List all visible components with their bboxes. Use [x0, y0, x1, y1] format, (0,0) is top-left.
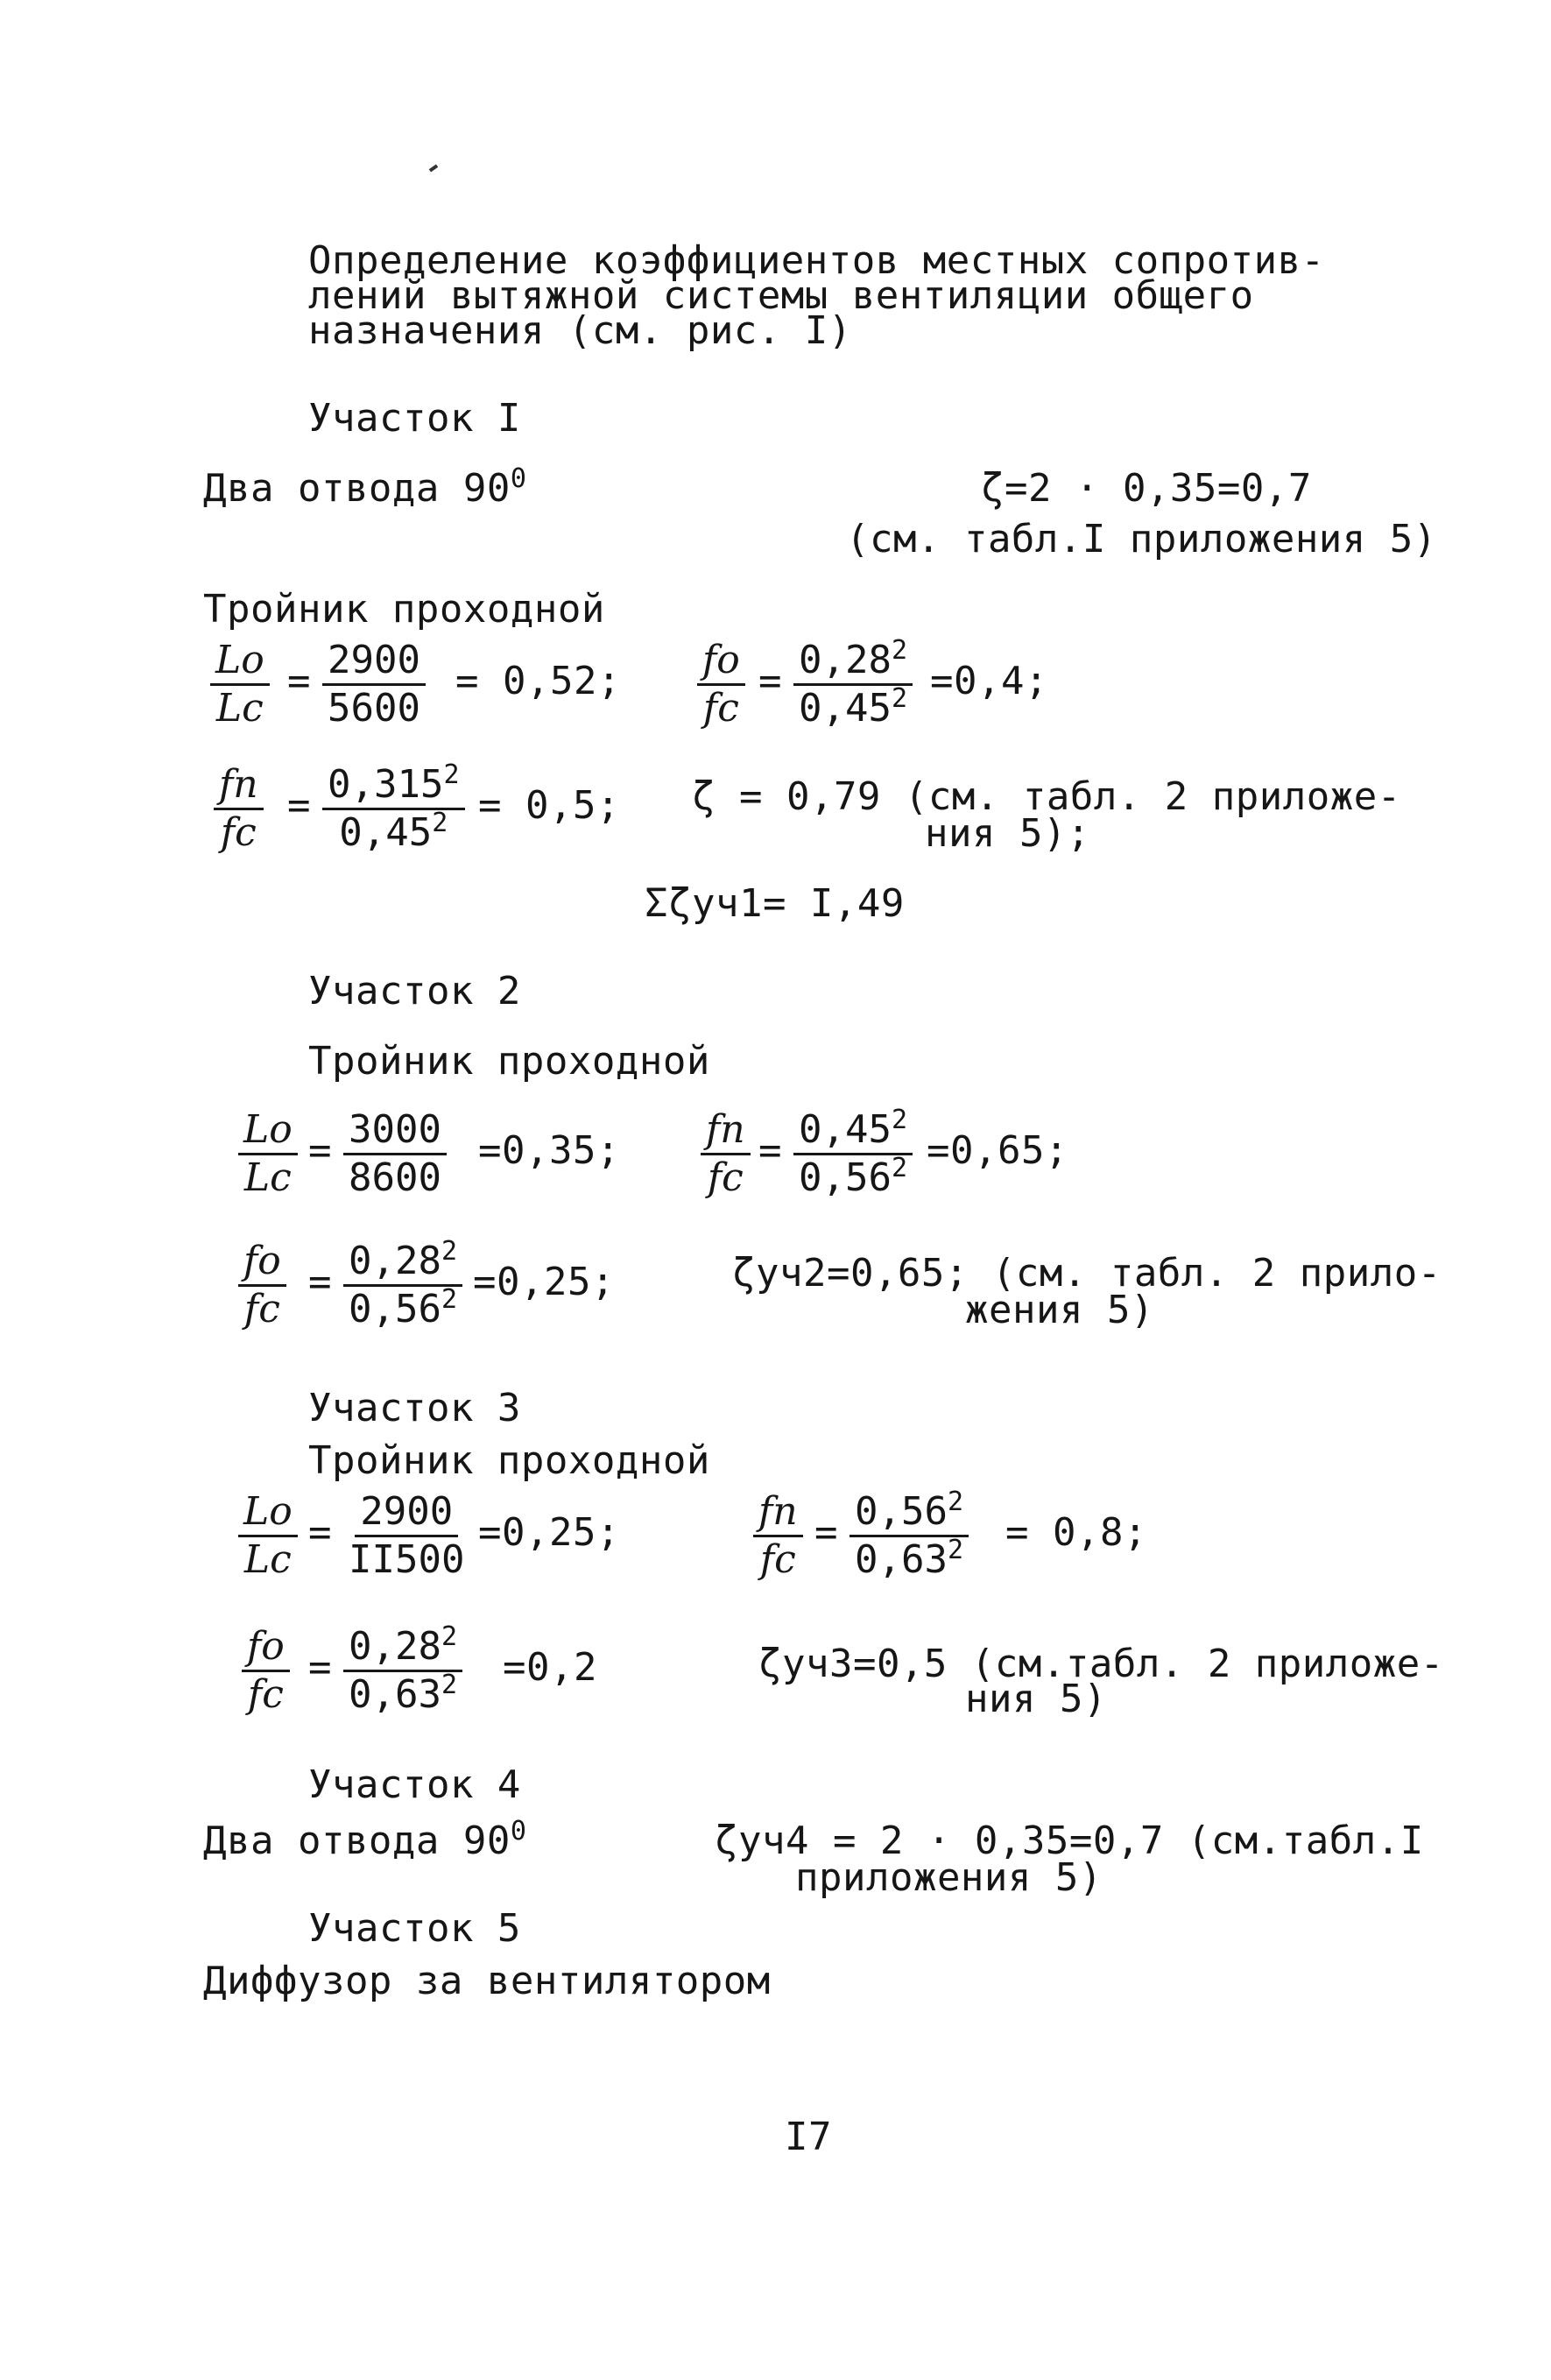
s3-f2-lhs: fп fc [753, 1491, 803, 1581]
s3-f3-lhs: $\frac{fo}{fc}$ [242, 1626, 290, 1716]
s2-f1-eq: = [308, 1128, 332, 1173]
s3-f1-eq: = [308, 1510, 332, 1555]
s3-f3-eq: = [308, 1645, 332, 1690]
intro-line-1: Определение коэффициентов местных сопротив- [308, 238, 1325, 283]
s1-f3-lhs: fп fc [214, 764, 264, 854]
s2-f3-lhs: $\frac{fo}{fc}$ [238, 1240, 286, 1331]
s3-f2-eq: = [814, 1510, 838, 1555]
s1-f1-result: = 0,52; [455, 659, 621, 703]
s3-zeta-line-2: ния 5) [965, 1677, 1107, 1721]
s4-item-label: Два отвода $90^0$ [203, 1816, 527, 1863]
s1-zeta-line-2: ния 5); [925, 811, 1090, 856]
intro-line-2: лений вытяжной системы вентиляции общего [308, 273, 1254, 318]
s3-f1-result: =0,25; [478, 1510, 620, 1555]
section-5-title: Участок 5 [308, 1906, 521, 1951]
s5-item-label: Диффузор за вентилятором [203, 1959, 771, 2003]
s4-formula-line-2: приложения 5) [795, 1855, 1103, 1900]
s2-f1-fraction: $\frac{3000}{8600}$ [343, 1109, 447, 1199]
section-4-title: Участок 4 [308, 1762, 521, 1807]
s2-f3-result: =0,25; [473, 1260, 615, 1304]
s1-tee-label: Тройник проходной [203, 587, 605, 632]
s2-f2-lhs: fп fc [701, 1109, 751, 1199]
s2-f2-result: =0,65; [927, 1128, 1068, 1173]
s2-zeta-line-2: жения 5) [965, 1288, 1154, 1332]
s1-f2-result: =0,4; [930, 659, 1048, 703]
s2-f3-fraction: $\frac{0,28^2}{0,56^2}$ [343, 1240, 462, 1331]
s1-f3-fraction: $\frac{0,315^2}{0,45^2}$ [322, 764, 465, 854]
s1-item-formula: ζ=2 · 0,35=0,7 [981, 466, 1312, 511]
s3-f3-result: =0,2 [503, 1645, 597, 1690]
s1-f2-eq: = [758, 659, 782, 703]
s1-zeta-line-1: ζ = 0,79 (см. табл. 2 приложе- [692, 774, 1401, 819]
s1-f3-eq: = [287, 783, 311, 828]
s3-f3-fraction: $\frac{0,28^2}{0,63^2}$ [343, 1626, 462, 1716]
s3-f1-lhs: $\frac{Lo}{Lc}$ [238, 1491, 298, 1581]
s1-sum: Σζуч1= I,49 [645, 881, 905, 926]
section-2-title: Участок 2 [308, 969, 521, 1013]
s2-f2-eq: = [758, 1128, 782, 1173]
s1-f1-fraction: $\frac{2900}{5600}$ [322, 639, 426, 730]
s2-zeta-line-1: ζуч2=0,65; (см. табл. 2 прило- [732, 1251, 1442, 1296]
s3-tee-label: Тройник проходной [308, 1438, 710, 1483]
s1-f1-eq: = [287, 659, 311, 703]
s3-f2-fraction: $\frac{0,56^2}{0,63^2}$ [850, 1491, 969, 1581]
s2-f1-lhs: $\frac{Lo}{Lc}$ [238, 1109, 298, 1199]
section-1-title: Участок I [308, 396, 521, 441]
page-number: I7 [785, 2115, 832, 2159]
s2-f3-eq: = [308, 1260, 332, 1304]
s3-f2-result: = 0,8; [1005, 1510, 1147, 1555]
s4-formula-line-1: ζуч4 = 2 · 0,35=0,7 (см.табл.I [715, 1819, 1424, 1863]
s1-f3-result: = 0,5; [478, 783, 620, 828]
s1-item-label: Два отвода $90^0$ [203, 463, 527, 511]
intro-line-3: назначения (см. рис. I) [308, 308, 852, 353]
s2-f2-fraction: $\frac{0,45^2}{0,56^2}$ [793, 1109, 913, 1199]
s2-tee-label: Тройник проходной [308, 1039, 710, 1084]
s1-f1-lhs: $\frac{Lo}{Lc}$ [210, 639, 270, 730]
section-3-title: Участок 3 [308, 1386, 521, 1430]
scan-mark [429, 164, 438, 172]
s3-f1-fraction: $\frac{2900}{II500}$ [349, 1489, 465, 1582]
s3-zeta-line-1: ζуч3=0,5 (см.табл. 2 приложе- [758, 1642, 1444, 1686]
s1-item-reference: (см. табл.I приложения 5) [846, 517, 1437, 561]
s2-f1-result: =0,35; [478, 1128, 620, 1173]
s1-f2-fraction: $\frac{0,28^2}{0,45^2}$ [793, 639, 913, 730]
s1-f2-lhs: $\frac{fo}{fc}$ [697, 639, 745, 730]
